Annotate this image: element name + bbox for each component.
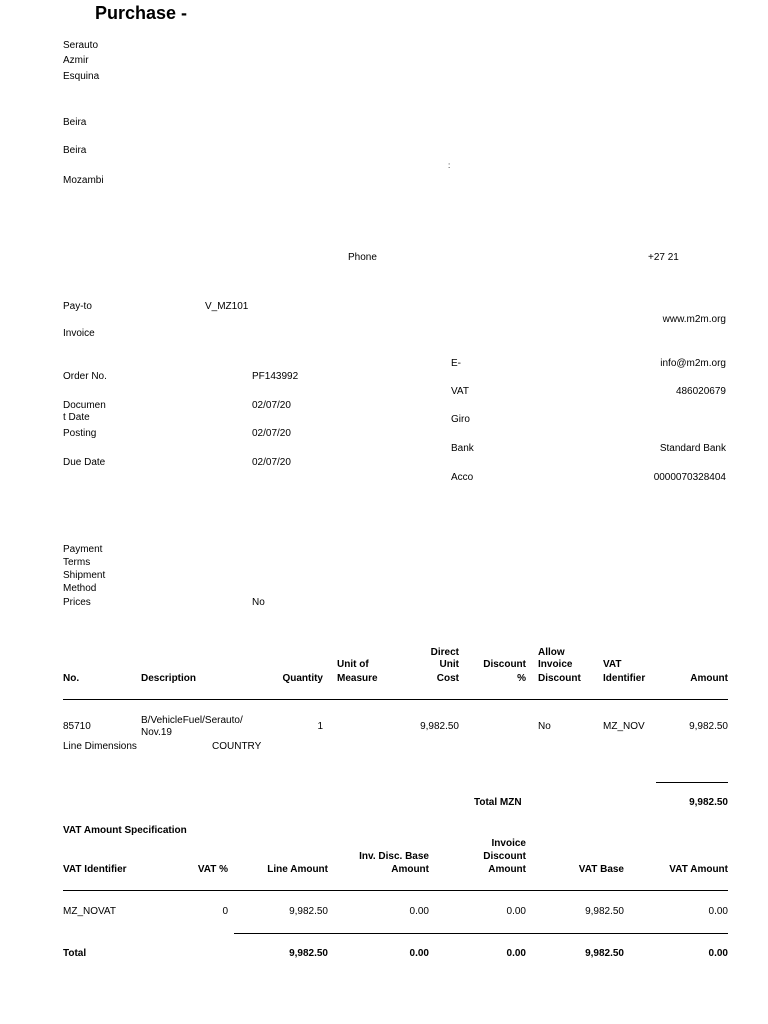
order-no-label: Order No. [63,371,107,382]
website-link[interactable]: www.m2m.org [662,314,726,325]
total-mzn-label: Total MZN [474,797,522,808]
line-amount: 9,982.50 [689,721,728,732]
line-allow-invoice-discount: No [538,721,551,732]
vat-row-vat-amount: 0.00 [708,906,728,917]
total-mzn-value: 9,982.50 [689,797,728,808]
vat-col-header-identifier: VAT Identifier [63,864,127,875]
vat-col-header-line-amount: Line Amount [267,864,328,875]
vat-label: VAT [451,386,469,397]
account-value: 0000070328404 [653,472,726,483]
vat-row-line-amount: 9,982.50 [289,906,328,917]
payto-value: V_MZ101 [205,301,249,312]
address-line-contact: Azmir [63,55,89,66]
order-no-value: PF143992 [252,371,299,382]
col-header-amount: Amount [690,673,728,684]
bank-value: Standard Bank [659,443,726,454]
document-date-value: 02/07/20 [252,400,291,411]
vat-total-inv-base: 0.00 [409,948,429,959]
vat-total-line-amount: 9,982.50 [289,948,328,959]
invoice-label: Invoice [63,328,95,339]
col-header-cost-2: Unit [439,659,459,670]
colon-mark: : [448,161,451,170]
lines-header-divider [63,699,728,700]
giro-label: Giro [451,414,470,425]
line-no: 85710 [63,721,91,732]
document-title: Purchase - [95,3,188,23]
vat-total-vat-base: 9,982.50 [585,948,624,959]
posting-date-value: 02/07/20 [252,428,291,439]
vat-col-header-vat-base: VAT Base [578,864,624,875]
posting-date-label: Posting [63,428,97,439]
address-line-country: Mozambi [63,175,104,186]
col-header-allow-2: Invoice [538,659,573,670]
line-description-1: B/VehicleFuel/Serauto/ [141,715,243,726]
vat-row-inv-base: 0.00 [409,906,429,917]
col-header-quantity: Quantity [282,673,323,684]
payto-label: Pay-to [63,301,92,312]
col-header-allow-3: Discount [538,673,581,684]
col-header-no: No. [63,673,80,684]
vat-col-header-inv-disc-3: Amount [488,864,526,875]
prices-label: Prices [63,597,91,608]
col-header-vat-id-1: VAT [603,659,622,670]
line-dimensions-label: Line Dimensions [63,741,137,752]
vat-header-divider [63,890,728,891]
phone-label: Phone [348,252,377,263]
line-vat-identifier: MZ_NOV [603,721,645,732]
col-header-discount-1: Discount [483,659,526,670]
col-header-discount-2: % [517,673,526,684]
col-header-cost-1: Direct [430,647,459,658]
shipment-method-label-2: Method [63,583,97,594]
line-unit-cost: 9,982.50 [420,721,459,732]
address-line-name: Serauto [63,40,99,51]
vat-total-vat-amount: 0.00 [708,948,728,959]
line-dimensions-value: COUNTRY [212,741,262,752]
total-divider [656,782,728,783]
line-quantity: 1 [317,721,323,732]
vat-col-header-inv-disc-1: Invoice [491,838,526,849]
vat-value: 486020679 [675,386,726,397]
vat-row-inv-disc: 0.00 [506,906,526,917]
vat-row-identifier: MZ_NOVAT [63,906,116,917]
address-line-street: Esquina [63,71,100,82]
vat-col-header-inv-base-1: Inv. Disc. Base [359,851,429,862]
email-value[interactable]: info@m2m.org [660,358,726,369]
vat-col-header-pct: VAT % [197,864,228,875]
vat-total-inv-disc: 0.00 [506,948,526,959]
due-date-label: Due Date [63,457,106,468]
account-label: Acco [451,472,474,483]
vat-spec-title: VAT Amount Specification [63,825,187,836]
vat-col-header-inv-base-2: Amount [391,864,429,875]
col-header-vat-id-2: Identifier [603,673,646,684]
vat-col-header-vat-amount: VAT Amount [669,864,728,875]
document-date-label-1: Documen [63,400,106,411]
email-label: E- [451,358,461,369]
vat-row-vat-base: 9,982.50 [585,906,624,917]
payment-terms-label-1: Payment [63,544,103,555]
col-header-cost-3: Cost [436,673,459,684]
payment-terms-label-2: Terms [63,557,91,568]
shipment-method-label-1: Shipment [63,570,106,581]
col-header-uom-2: Measure [337,673,378,684]
phone-value: +27 21 [648,252,679,263]
line-description-2: Nov.19 [141,727,172,738]
col-header-allow-1: Allow [538,647,565,658]
vat-total-divider [234,933,728,934]
address-line-county: Beira [63,145,87,156]
prices-value: No [252,597,265,608]
due-date-value: 02/07/20 [252,457,291,468]
vat-row-pct: 0 [222,906,228,917]
bank-label: Bank [451,443,474,454]
address-line-city: Beira [63,117,87,128]
vat-col-header-inv-disc-2: Discount [483,851,526,862]
document-date-label-2: t Date [63,412,90,423]
col-header-description: Description [141,673,197,684]
vat-total-label: Total [63,948,87,959]
col-header-uom-1: Unit of [337,659,369,670]
